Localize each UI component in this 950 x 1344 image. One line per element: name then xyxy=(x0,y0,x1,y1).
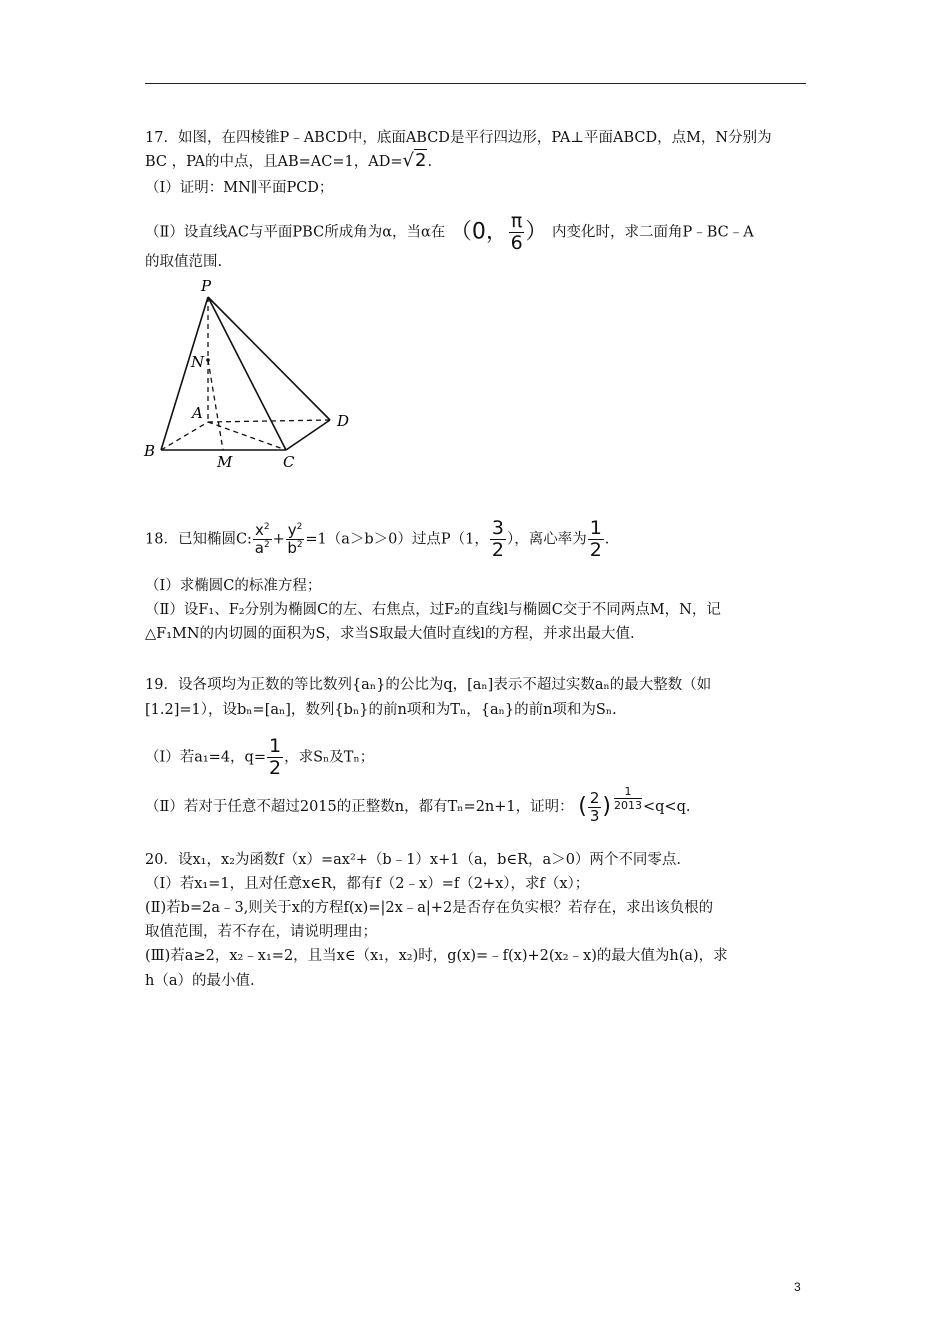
q18-text-c: ），离心率为 xyxy=(506,531,587,548)
q20-line1: 20．设x₁，x₂为函数f（x）=ax²+（b﹣1）x+1（a，b∈R，a＞0）两个不同零点. xyxy=(145,852,682,868)
q18-x: x xyxy=(254,521,264,539)
q18-part2-line2: △F₁MN的内切圆的面积为S，求当S取最大值时直线l的方程，并求出最大值. xyxy=(145,626,635,642)
q18-line1 xyxy=(145,519,609,560)
label-D: D xyxy=(337,412,350,430)
q20-part3-line1: (Ⅲ)若a≥2，x₂﹣x₁=2，且当x∈（x₁，x₂)时，g(x)=﹣f(x)+2(x₂﹣x)的最大值为h(a)，求 xyxy=(145,948,728,964)
q17-interval-open: （0， xyxy=(449,219,508,245)
q17-part1: （Ⅰ）证明：MN∥平面PCD； xyxy=(145,180,334,196)
q17-pi-over-6 xyxy=(509,212,524,253)
q19-part2-text-b: <q<q. xyxy=(642,799,691,815)
label-A: A xyxy=(192,404,203,422)
point-N xyxy=(206,358,210,362)
q20-part3-line2: h（a）的最小值. xyxy=(145,973,255,989)
q18-p-den: 2 xyxy=(491,539,504,561)
edge-PB xyxy=(161,297,208,450)
q19-exponent-1-over-2013 xyxy=(614,786,642,811)
q18-x2-over-a2 xyxy=(253,523,272,556)
q17-line2-text: BC ，PA的中点，且AB=AC=1，AD= xyxy=(145,154,403,170)
q17-interval-close: ） xyxy=(525,219,548,245)
q19-f-num: 2 xyxy=(589,788,600,807)
sqrt-radicand: 2 xyxy=(414,150,427,171)
q18-b: b xyxy=(287,539,297,557)
q19-line2: [1.2]=1），设bₙ=[aₙ]，数列{bₙ}的前n项和为Tₙ，{aₙ}的前n项和为Sₙ. xyxy=(145,702,617,718)
q18-a: a xyxy=(254,539,264,557)
header-rule xyxy=(145,83,806,84)
q18-a-exp: 2 xyxy=(263,540,270,550)
q19-f-den: 3 xyxy=(589,806,600,825)
q18-plus: + xyxy=(272,531,285,548)
q19-two-thirds xyxy=(588,788,602,825)
q20-part1: （Ⅰ）若x₁=1，且对任意x∈R，都有f（2﹣x）=f（2+x），求f（x）； xyxy=(145,876,590,892)
edge-PD xyxy=(208,297,330,420)
page-number: 3 xyxy=(794,1280,801,1294)
label-M: M xyxy=(217,453,233,471)
q17-part2-text-b: 内变化时，求二面角P﹣BC﹣A xyxy=(551,224,754,241)
q19-part1 xyxy=(145,737,374,778)
q20-part2-line1: (Ⅱ)若b=2a﹣3,则关于x的方程f(x)=|2x﹣a|+2是否存在负实根？若存在，求出该负根的 xyxy=(145,900,714,916)
q18-part1: （Ⅰ）求椭圆C的标准方程； xyxy=(145,578,322,594)
q19-part2-text-a: （Ⅱ）若对于任意不超过2015的正整数n，都有Tₙ=2n+1，证明： xyxy=(145,799,574,815)
q17-line1: 17．如图，在四棱锥P﹣ABCD中，底面ABCD是平行四边形，PA⊥平面ABCD，点M，N分别为 xyxy=(145,130,772,146)
q19-paren-close: ) xyxy=(602,794,611,819)
q18-p-num: 3 xyxy=(491,517,504,539)
q19-half-den: 2 xyxy=(269,757,282,779)
q18-eccentricity xyxy=(588,519,604,560)
q17-line2-end: . xyxy=(427,154,433,170)
q20-part2-line2: 取值范围，若不存在，请说明理由； xyxy=(145,924,377,940)
q17-line2 xyxy=(145,151,432,172)
q19-part2 xyxy=(145,786,690,824)
label-P: P xyxy=(201,277,212,295)
q17-pi: π xyxy=(510,210,523,232)
sqrt-symbol: √2 xyxy=(402,150,427,171)
q18-e-den: 2 xyxy=(589,539,602,561)
q18-text-b: =1（a＞b＞0）过点P（1， xyxy=(305,531,489,548)
pyramid-figure xyxy=(140,275,360,475)
q18-e-num: 1 xyxy=(589,517,602,539)
label-C: C xyxy=(283,453,295,471)
q17-part2-text-a: （Ⅱ）设直线AC与平面PBC所成角为α，当α在 xyxy=(145,224,446,241)
q18-y: y xyxy=(287,521,297,539)
q19-e-den: 2013 xyxy=(613,799,642,812)
q19-line1: 19．设各项均为正数的等比数列{aₙ}的公比为q，[aₙ]表示不超过实数aₙ的最大整数（如 xyxy=(145,677,712,693)
q17-six: 6 xyxy=(510,232,523,254)
q19-paren-open: ( xyxy=(578,794,587,819)
q18-x-exp: 2 xyxy=(263,522,270,532)
q19-part1-text-a: （Ⅰ）若a₁=4，q= xyxy=(145,749,266,766)
q18-b-exp: 2 xyxy=(296,540,303,550)
q19-one-half xyxy=(267,737,283,778)
q18-y-exp: 2 xyxy=(296,522,303,532)
q18-text-d: . xyxy=(604,531,610,548)
q19-half-num: 1 xyxy=(269,735,282,757)
edge-AD xyxy=(208,420,330,422)
q19-e-num: 1 xyxy=(614,786,642,799)
label-N: N xyxy=(191,353,205,371)
q18-three-halves xyxy=(490,519,506,560)
q17-part2 xyxy=(145,212,754,253)
q19-part1-text-b: ，求Sₙ及Tₙ； xyxy=(284,749,375,766)
q18-text-a: 18．已知椭圆C: xyxy=(145,531,252,548)
edge-PC xyxy=(208,297,286,450)
label-B: B xyxy=(144,442,156,460)
q17-part2-cont: 的取值范围. xyxy=(145,254,223,270)
q18-y2-over-b2 xyxy=(286,523,305,556)
edge-CD xyxy=(286,420,330,450)
q18-part2-line1: （Ⅱ）设F₁、F₂分别为椭圆C的左、右焦点，过F₂的直线l与椭圆C交于不同两点M，N，记 xyxy=(145,602,721,618)
segment-NM xyxy=(208,360,223,450)
